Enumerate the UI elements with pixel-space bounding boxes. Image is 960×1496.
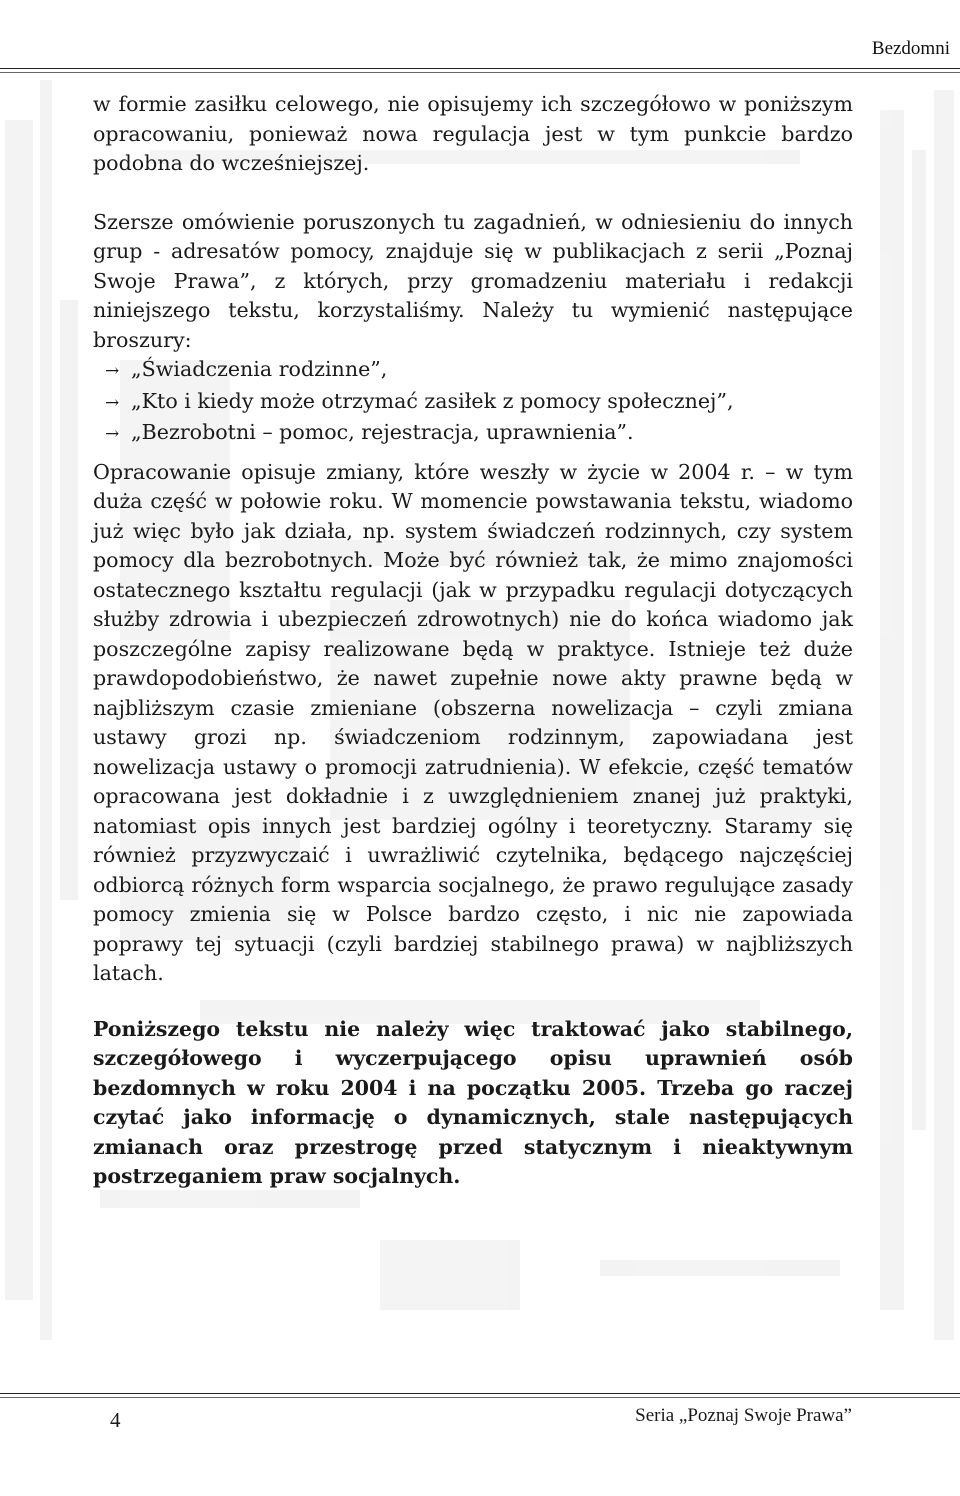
list-item [105, 355, 853, 387]
brochure-list [93, 355, 853, 450]
brochure-title: „Kto i kiedy może otrzymać zasiłek z pomocy społecznej”, [131, 388, 734, 413]
brochure-title: „Świadczenia rodzinne”, [131, 357, 388, 381]
list-item [105, 418, 853, 450]
brochure-title: „Bezrobotni – pomoc, rejestracja, uprawnienia”. [131, 420, 634, 444]
header-rule [0, 68, 960, 69]
paragraph-4-bold: Poniższego tekstu nie należy więc traktować jako stabilnego, szczegółowego i wyczerpującego opisu uprawnień osób bezdomnych w roku 2004 i na początku 2005. Trzeba go raczej czytać jako informację o dynamicznych, stale następujących zmianach oraz przestrogę przed statycznym i nieaktywnym postrzeganiem praw socjalnych. [93, 1016, 853, 1188]
series-name: Seria „Poznaj Swoje Prawa” [635, 1405, 852, 1426]
paragraph-3: Opracowanie opisuje zmiany, które weszły w życie w 2004 r. – w tym duża część w połowie roku. W momencie powstawania tekstu, wiadomo już więc było jak działa, np. system świadczeń rodzinnych, czy system pomocy dla bezrobotnych. Może być również tak, że mimo znajomości ostatecznego kształtu regulacji (jak w przypadku regulacji dotyczących służby zdrowia i ubezpieczeń zdrowotnych) nie do końca wiadomo jak poszczególne zapisy realizowane będą w praktyce. Istnieje też duże prawdopodobieństwo, że nawet zupełnie nowe akty prawne będą w najbliższym czasie zmieniane (obszerna nowelizacja – czyli zmiana ustawy grozi np. świadczeniom rodzinnym, zapowiadana jest nowelizacja ustawy o promocji zatrudnienia). W efekcie, część tematów opracowana jest dokładnie i z uwzględnieniem znanej już praktyki, natomiast opis innych jest bardziej ogólny i teoretyczny. Staramy się również przyzwyczaić i uwrażliwić czytelnika, będącego najczęściej odbiorcą różnych form wsparcia socjalnego, że prawo regulujące zasady pomocy zmienia się w Polsce bardzo często, i nic nie zapowiada poprawy tej sytuacji (czyli bardziej stabilnego prawa) w najbliższych latach. [93, 459, 853, 985]
arrow-right-icon: → [105, 361, 120, 381]
paragraph-1: w formie zasiłku celowego, nie opisujemy ich szczegółowo w poniższym opracowaniu, ponieważ nowa regulacja jest w tym punkcie bardzo podobna do wcześniejszej. [93, 92, 853, 175]
header-rule-thin [0, 72, 960, 73]
arrow-right-icon: → [105, 392, 120, 413]
footer-rule [0, 1393, 960, 1394]
running-header-title: Bezdomni [871, 38, 950, 59]
footer-rule-thin [0, 1397, 960, 1398]
list-item [105, 387, 853, 419]
body-text [93, 90, 853, 1192]
paragraph-2: Szersze omówienie poruszonych tu zagadnień, w odniesieniu do innych grup - adresatów pomocy, znajduje się w publikacjach z serii „Poznaj Swoje Prawa”, z których, przy gromadzeniu materiału i redakcji niniejszego tekstu, korzystaliśmy. Należy tu wymienić następujące broszury: [93, 209, 853, 352]
arrow-right-icon: → [105, 424, 120, 444]
page-number: 4 [110, 1408, 121, 1432]
